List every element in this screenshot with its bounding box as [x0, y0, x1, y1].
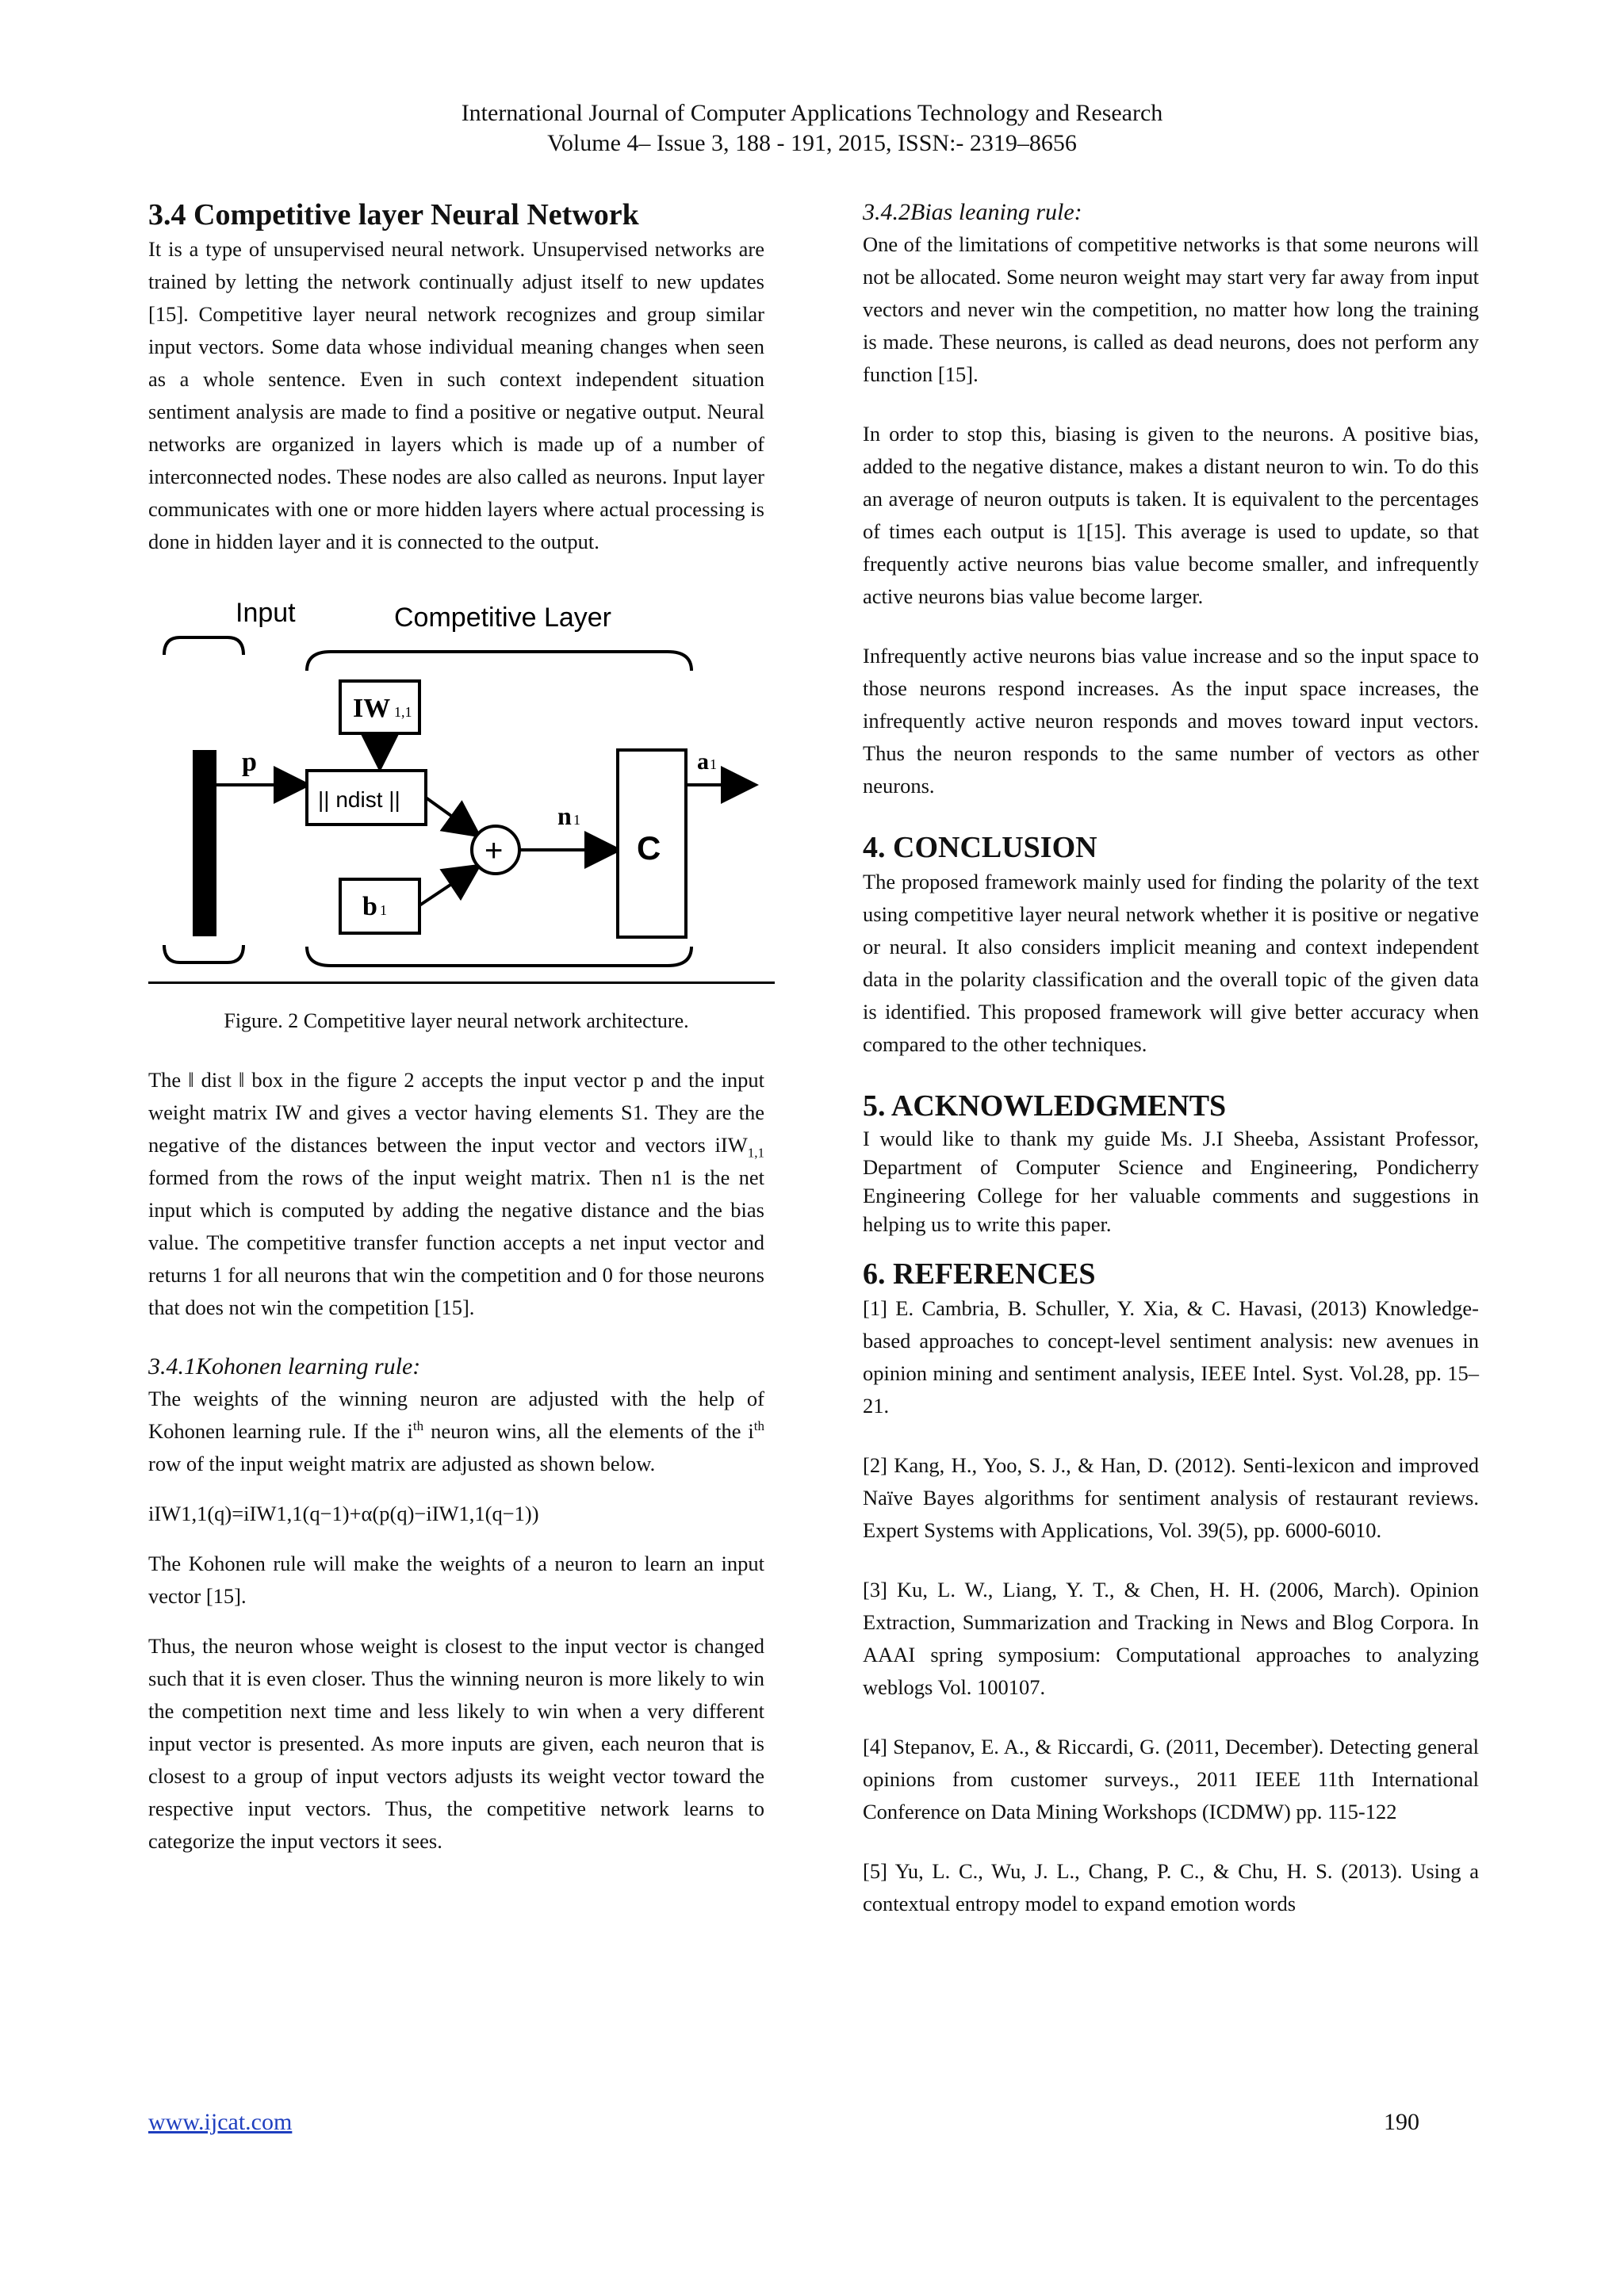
- competitive-layer-label: Competitive Layer: [394, 603, 612, 633]
- c-label: C: [637, 829, 661, 867]
- a-label: a: [697, 748, 709, 775]
- input-vector-bar: [193, 750, 216, 936]
- journal-volume: Volume 4– Issue 3, 188 - 191, 2015, ISSN:- 2319–8656: [547, 130, 1077, 156]
- iw-subscript: 1,1: [394, 704, 412, 720]
- bias-subscript: 1: [380, 902, 387, 918]
- network-diagram: [148, 582, 775, 978]
- left-column: [148, 197, 764, 1858]
- input-brace-bottom: [164, 945, 243, 962]
- bias-title: 3.4.2Bias leaning rule:: [863, 199, 1082, 225]
- figure-competitive-layer: [148, 582, 775, 978]
- journal-website-link[interactable]: www.ijcat.com: [148, 2109, 293, 2135]
- conclusion-paragraph: The proposed framework mainly used for finding the polarity of the text using competitive layer neural network whether it is positive or negative or neural. It also considers implicit meaning and context independent data in the polarity classification and the overall topic of the given data is identified. This proposed framework will give better accuracy when compared to the other techniques.: [863, 870, 1479, 1056]
- layer-brace-bottom: [307, 947, 691, 966]
- dist-paragraph: The ǁ dist ǁ box in the figure 2 accepts the input vector p and the input weight matrix IW and gives a vector having elements S1. They are the negative of the distances between the input vector and vectors iIW$_{1,1}$ formed from the rows of the input weight matrix. Then n1 is the net input which is computed by adding the negative distance and the bias value. The competitive transfer function accepts a net input vector and returns 1 for all neurons that win the competition and 0 for those neurons that does not win the competition [15].: [148, 1068, 764, 1319]
- kohonen-paragraph-3: Thus, the neuron whose weight is closest to the input vector is changed such that it is even closer. Thus the winning neuron is more likely to win the competition next time and less likely to win when a very different input vector is presented. As more inputs are given, each neuron that is closest to a group of input vectors adjusts its weight vector toward the respective input vectors. Thus, the competitive network learns to categorize the input vectors it sees.: [148, 1634, 764, 1853]
- page-number: 190: [1384, 2109, 1419, 2135]
- intro-paragraph: It is a type of unsupervised neural network. Unsupervised networks are trained by letting the network continually adjust itself to new updates [15]. Competitive layer neural network recognizes and group similar input vectors. Some data whose individual meaning changes when seen as a whole sentence. Even in such context independent situation sentiment analysis are made to find a positive or negative output. Neural networks are organized in layers which is made up of a number of interconnected nodes. These nodes are also called as neurons. Input layer communicates with one or more hidden layers where actual processing is done in hidden layer and it is connected to the output.: [148, 237, 764, 553]
- reference-item: [5] Yu, L. C., Wu, J. L., Chang, P. C., & Chu, H. S. (2013). Using a contextual entropy model to expand emotion words: [863, 1859, 1479, 1915]
- kohonen-paragraph: The weights of the winning neuron are adjusted with the help of Kohonen learning rule. If the $i^{th}$ neuron wins, all the elements of the $i^{th}$ row of the input weight matrix are adjusted as shown below.: [148, 1387, 765, 1475]
- reference-item: [1] E. Cambria, B. Schuller, Y. Xia, & C. Havasi, (2013) Knowledge-based approaches to concept-level sentiment analysis: new avenues in opinion mining and sentiment analysis, IEEE Intel. Syst. Vol.28, pp. 15–21.: [863, 1296, 1479, 1418]
- p-label: p: [242, 748, 257, 777]
- input-brace-top: [164, 637, 243, 655]
- reference-item: [3] Ku, L. W., Liang, Y. T., & Chen, H. H. (2006, March). Opinion Extraction, Summarization and Tracking in News and Blog Corpora. In AAAI spring symposium: Computational approaches to analyzing weblogs Vol. 100107.: [863, 1578, 1479, 1699]
- a-subscript: 1: [710, 756, 717, 772]
- references-title: 6. REFERENCES: [863, 1257, 1096, 1291]
- kohonen-title: 3.4.1Kohonen learning rule:: [148, 1353, 421, 1380]
- figure-rule: [148, 982, 775, 984]
- journal-title: International Journal of Computer Applications Technology and Research: [461, 100, 1163, 126]
- n-label: n: [557, 802, 572, 830]
- journal-header: [0, 98, 1624, 159]
- conclusion-title: 4. CONCLUSION: [863, 831, 1097, 864]
- right-column: [863, 197, 1479, 1920]
- ndist-label: || ndist ||: [318, 787, 400, 812]
- kohonen-formula: iIW1,1(q)=iIW1,1(q−1)+α(p(q)−iIW1,1(q−1)): [148, 1502, 539, 1525]
- layer-brace-top: [307, 652, 691, 671]
- bias-to-sum-arrow: [419, 867, 477, 905]
- ack-paragraph: I would like to thank my guide Ms. J.I Sheeba, Assistant Professor, Department of Computer Science and Engineering, Pondicherry Engineering College for her valuable comments and suggestions in helping us to write this paper.: [863, 1127, 1479, 1236]
- input-label: Input: [236, 598, 296, 628]
- bias-paragraph-3: Infrequently active neurons bias value increase and so the input space to those neurons respond increases. As the input space increases, the infrequently active neuron responds and moves toward input vectors. Thus the neuron responds to the same number of vectors as other neurons.: [863, 644, 1479, 798]
- n-subscript: 1: [573, 812, 580, 828]
- figure-caption: Figure. 2 Competitive layer neural network architecture.: [224, 1009, 689, 1032]
- bias-paragraph-2: In order to stop this, biasing is given to the neurons. A positive bias, added to the negative distance, makes a distant neuron to win. To do this an average of neuron outputs is taken. It is equivalent to the percentages of times each output is 1[15]. This average is used to update, so that frequently active neurons bias value become smaller, and infrequently active neurons bias value become larger.: [863, 422, 1479, 608]
- plus-sign: +: [485, 833, 504, 868]
- bias-paragraph-1: One of the limitations of competitive networks is that some neurons will not be allocated. Some neuron weight may start very far away from input vectors and never win the competition, no matter how long the training is made. These neurons, is called as dead neurons, does not perform any function [15].: [863, 232, 1479, 386]
- reference-item: [2] Kang, H., Yoo, S. J., & Han, D. (2012). Senti-lexicon and improved Naïve Bayes algorithms for sentiment analysis of restaurant reviews. Expert Systems with Applications, Vol. 39(5), pp. 6000-6010.: [863, 1453, 1479, 1542]
- reference-item: [4] Stepanov, E. A., & Riccardi, G. (2011, December). Detecting general opinions from customer surveys., 2011 IEEE 11th International Conference on Data Mining Workshops (ICDMW) pp. 115-122: [863, 1735, 1479, 1823]
- section-title-competitive: 3.4 Competitive layer Neural Network: [148, 198, 639, 232]
- kohonen-paragraph-2: The Kohonen rule will make the weights of a neuron to learn an input vector [15].: [148, 1552, 764, 1608]
- iw-label: IW: [353, 694, 391, 723]
- ndist-to-sum-arrow: [426, 798, 477, 834]
- bias-label: b: [362, 892, 377, 921]
- ack-title: 5. ACKNOWLEDGMENTS: [863, 1089, 1227, 1123]
